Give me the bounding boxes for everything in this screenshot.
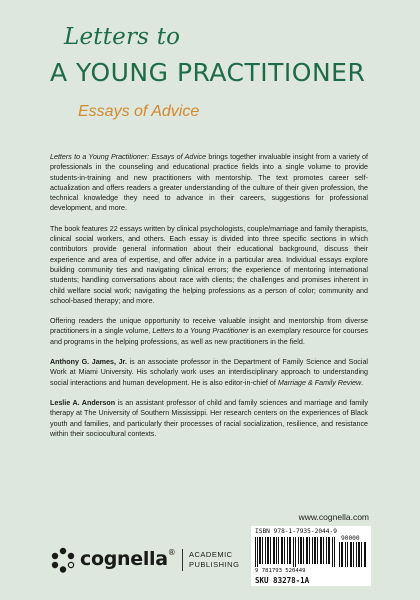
- subtitle: Essays of Advice: [78, 103, 200, 120]
- barcode-addon-bars: [339, 542, 367, 567]
- cognella-logo-icon: [50, 547, 76, 573]
- imprint-line-1: ACADEMIC: [189, 550, 233, 559]
- author-bio-text: .: [361, 378, 364, 387]
- publisher-imprint: [189, 550, 239, 570]
- publisher-logo-wordmark: [80, 548, 175, 570]
- author-name: Leslie A. Anderson: [50, 398, 116, 407]
- barcode-digits: 9 781793 520449: [255, 568, 306, 574]
- paragraph-text: Offering readers the unique opportunity to receive valuable insight and mentorship from diverse practitioners in a single volume,: [50, 317, 368, 336]
- author-bio-text: is an assistant professor of child and family sciences and marriage and family therapy at The University of Southern Mississippi. Her research centers on the experiences of Black youth and families, and particularly their processes of racial socialization, resilience, and resistance within their sociocultural contexts.: [50, 398, 368, 438]
- isbn-label: ISBN 978-1-7935-2044-9: [255, 528, 337, 535]
- author-name: Anthony G. James, Jr.: [50, 358, 127, 367]
- book-title-italic: Letters to a Young Practitioner: Essays of Advice: [50, 153, 207, 161]
- author-bio-text: is an associate professor in the Department of Family Science and Social Work at Miami University. His scholarly work uses an interdisciplinary approach to understanding social interactions and human development. He is also editor-in-chief of: [50, 358, 368, 387]
- imprint-line-2: PUBLISHING: [189, 560, 240, 569]
- description-paragraph-3: [50, 316, 368, 347]
- barcode-main-bars: [255, 537, 335, 567]
- publisher-website: www.cognella.com: [298, 512, 369, 522]
- description-body: [50, 152, 368, 439]
- sku-label: SKU 83278-1A: [255, 576, 310, 585]
- description-paragraph-1: [50, 152, 368, 214]
- journal-title-italic: Marriage & Family Review: [277, 378, 362, 387]
- trademark-symbol: ®: [167, 548, 176, 557]
- barcode-addon-number: 90000: [341, 535, 360, 542]
- barcode-box: [251, 526, 371, 586]
- title-line-1: Letters to: [64, 24, 181, 50]
- description-paragraph-2: The book features 22 essays written by clinical psychologists, couple/marriage and family therapists, clinical social workers, and others. Each essay is divided into three specific sections in which contributors provide general information about their educational background, discuss their experience and area of expertise, and offer advice in a particular area. Individual essays explore building community ties and navigating clinical errors; the experience of mentoring international students; handling conversations about race with clients; the challenges and promises inherent in child welfare social work; navigating the helping professions as a person of color; community and school-based therapy; and more.: [50, 224, 368, 305]
- publisher-name: cognella: [80, 548, 168, 570]
- paragraph-text: brings together invaluable insight from a variety of professionals in the counseling and educational practice fields into a single volume to provide students-in-training and new practitioners with mentorship. The text promotes career self-actualization and offers readers a greater understanding of the culture of their given profession, the technical knowledge they need to advance in their careers, suggestions for professional development, and more.: [50, 153, 368, 213]
- paragraph-text: is an exemplary resource for courses and programs in the helping professions, as well as new practitioners in the field.: [50, 327, 368, 346]
- book-title-italic: Letters to a Young Practitioner: [152, 327, 249, 336]
- author-bio-2: [50, 398, 368, 439]
- author-bio-1: [50, 357, 368, 388]
- logo-divider: [182, 549, 183, 571]
- title-line-2: A YOUNG PRACTITIONER: [50, 58, 366, 87]
